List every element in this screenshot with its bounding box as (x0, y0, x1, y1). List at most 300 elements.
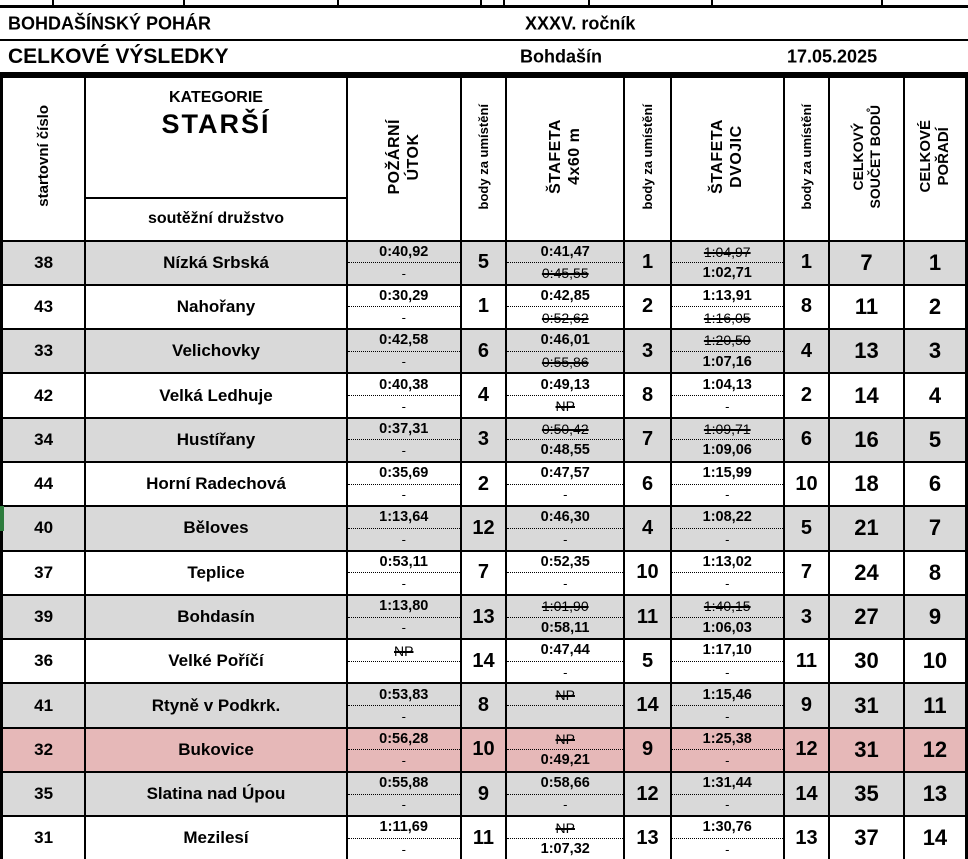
relay-cell-value-2: NP (555, 398, 575, 415)
relay-cell-value-1: 0:47,57 (540, 465, 590, 482)
fire-attack-cell-attempt-1 (348, 817, 460, 839)
pair-relay-cell-value-1: 1:25,38 (702, 730, 752, 747)
relay-cell-attempt-2 (507, 307, 623, 328)
relay-cell-attempt-1 (507, 817, 623, 839)
overall-rank-cell: 7 (904, 506, 967, 550)
relay-cell-attempt-1 (507, 330, 623, 352)
pair-relay-cell-value-1: 1:13,02 (702, 553, 752, 570)
fire-attack-cell-value-2: - (401, 620, 406, 636)
table-row (2, 506, 967, 550)
fire-attack-cell (347, 373, 461, 417)
col-header-overall-rank (904, 77, 967, 241)
relay-cell-value-2: 0:48,55 (540, 442, 590, 459)
pair-relay-points-cell: 10 (784, 462, 829, 506)
pair-relay-cell (671, 241, 784, 285)
fire-attack-cell-value-2: - (401, 841, 406, 857)
pair-relay-points-cell: 2 (784, 373, 829, 417)
pair-relay-points-cell: 6 (784, 418, 829, 462)
relay-cell-value-2: 1:07,32 (540, 840, 590, 857)
relay-cell (506, 241, 624, 285)
pair-relay-cell-attempt-1 (672, 596, 783, 618)
date-label: 17.05.2025 (787, 46, 878, 66)
pair-relay-cell-attempt-1 (672, 463, 783, 485)
fire-attack-cell-attempts (348, 330, 460, 372)
relay-cell-attempts (507, 817, 623, 859)
relay-cell-attempt-2 (507, 662, 623, 683)
fire-attack-cell-attempt-1 (348, 242, 460, 264)
pair-relay-cell-value-1: 1:31,44 (702, 775, 752, 792)
fire-attack-cell (347, 241, 461, 285)
relay-cell-attempts (507, 375, 623, 417)
team-name-cell: Velichovky (85, 329, 346, 373)
pair-relay-points-cell: 9 (784, 683, 829, 727)
fire-attack-points-cell: 10 (461, 728, 506, 772)
top-strip (0, 0, 968, 8)
pair-relay-cell-attempt-2 (672, 307, 783, 328)
pair-relay-cell-attempt-1 (672, 286, 783, 308)
col-header-points-2 (624, 77, 670, 241)
fire-attack-cell-attempt-1 (348, 375, 460, 397)
points-label-3: body za umístění (798, 103, 814, 209)
pair-relay-cell-value-1: 1:04,13 (702, 376, 752, 393)
pair-relay-cell (671, 595, 784, 639)
pair-relay-cell-attempts (672, 330, 783, 372)
col-header-category-team (85, 77, 346, 241)
team-name-cell: Horní Radechová (85, 462, 346, 506)
fire-attack-cell-attempts (348, 596, 460, 638)
relay-cell (506, 418, 624, 462)
relay-cell-attempts (507, 286, 623, 328)
table-row (2, 639, 967, 683)
pair-relay-cell-value-1: 1:04,97 (703, 243, 751, 260)
overall-rank-cell: 14 (904, 816, 967, 859)
table-row (2, 462, 967, 506)
table-row (2, 329, 967, 373)
pair-relay-label: ŠTAFETA DVOJIC (709, 118, 746, 194)
fire-attack-cell-attempt-2 (348, 396, 460, 417)
relay-cell-attempt-1 (507, 286, 623, 308)
fire-attack-cell-value-1: 0:35,69 (379, 465, 429, 482)
fire-attack-cell-attempt-2 (348, 662, 460, 683)
col-header-points-3 (784, 77, 829, 241)
fire-attack-cell-attempts (348, 773, 460, 815)
relay-cell (506, 728, 624, 772)
pair-relay-cell-attempt-1 (672, 773, 783, 795)
fire-attack-cell (347, 728, 461, 772)
fire-attack-cell (347, 683, 461, 727)
relay-cell-attempts (507, 330, 623, 372)
pair-relay-points-cell: 7 (784, 551, 829, 595)
relay-points-cell: 12 (624, 772, 670, 816)
total-points-cell: 16 (829, 418, 904, 462)
fire-attack-cell-attempt-2 (348, 573, 460, 594)
pair-relay-cell-value-2: - (725, 753, 730, 769)
relay-points-cell: 7 (624, 418, 670, 462)
pair-relay-cell-value-1: 1:13,91 (702, 287, 752, 304)
relay-cell (506, 285, 624, 329)
fire-attack-cell-attempts (348, 685, 460, 727)
edge-mark-green (0, 506, 4, 531)
start-number-cell: 43 (2, 285, 86, 329)
pair-relay-cell-attempt-1 (672, 375, 783, 397)
relay-cell-attempts (507, 242, 623, 284)
fire-attack-cell (347, 772, 461, 816)
fire-attack-points-cell: 2 (461, 462, 506, 506)
relay-cell-value-2: - (563, 531, 568, 547)
col-header-total-points (829, 77, 904, 241)
start-number-label: startovní číslo (34, 105, 52, 208)
top-strip-divider (183, 0, 185, 5)
total-points-cell: 31 (829, 728, 904, 772)
relay-cell-attempt-1 (507, 242, 623, 264)
relay-cell-value-1: NP (555, 819, 575, 836)
pair-relay-points-cell: 12 (784, 728, 829, 772)
fire-attack-cell-value-1: NP (394, 642, 414, 659)
pair-relay-cell-attempt-1 (672, 685, 783, 707)
table-row (2, 728, 967, 772)
relay-cell-value-1: 0:58,66 (540, 775, 590, 792)
total-points-cell: 14 (829, 373, 904, 417)
fire-attack-cell-attempt-1 (348, 507, 460, 529)
overall-rank-cell: 13 (904, 772, 967, 816)
relay-cell-attempt-1 (507, 596, 623, 618)
total-points-cell: 30 (829, 639, 904, 683)
fire-attack-cell-value-1: 0:53,11 (379, 553, 428, 570)
relay-cell-attempt-2 (507, 839, 623, 859)
relay-points-cell: 1 (624, 241, 670, 285)
fire-attack-cell-attempts (348, 817, 460, 859)
fire-attack-cell-attempts (348, 463, 460, 505)
fire-attack-cell-value-2: - (401, 310, 406, 326)
pair-relay-cell-value-1: 1:20,50 (703, 332, 751, 349)
table-row (2, 816, 967, 859)
fire-attack-cell-value-1: 0:40,38 (379, 376, 429, 393)
results-table (0, 75, 968, 859)
start-number-cell: 34 (2, 418, 86, 462)
pair-relay-cell-value-1: 1:30,76 (702, 819, 752, 836)
relay-cell-attempt-2 (507, 618, 623, 639)
relay-cell-attempts (507, 729, 623, 771)
relay-cell-attempt-1 (507, 640, 623, 662)
relay-cell-attempts (507, 640, 623, 682)
title-row-2 (0, 41, 968, 75)
pair-relay-cell-value-1: 1:40,15 (703, 598, 751, 615)
pair-relay-cell-value-2: - (725, 664, 730, 680)
total-points-cell: 24 (829, 551, 904, 595)
overall-rank-cell: 5 (904, 418, 967, 462)
relay-cell-attempt-1 (507, 507, 623, 529)
relay-cell-value-1: 0:50,42 (541, 421, 589, 438)
start-number-cell: 40 (2, 506, 86, 550)
pair-relay-cell-value-2: - (725, 487, 730, 503)
relay-cell (506, 551, 624, 595)
relay-cell (506, 373, 624, 417)
pair-relay-cell (671, 551, 784, 595)
fire-attack-points-cell: 11 (461, 816, 506, 859)
relay-cell (506, 772, 624, 816)
relay-points-cell: 4 (624, 506, 670, 550)
relay-cell-value-1: 0:46,30 (540, 509, 590, 526)
fire-attack-cell-value-1: 0:56,28 (379, 730, 429, 747)
col-header-start-number (2, 77, 86, 241)
relay-cell-value-2: 0:45,55 (541, 265, 589, 282)
pair-relay-cell (671, 816, 784, 859)
category-block (86, 79, 345, 199)
fire-attack-cell-value-2: - (401, 575, 406, 591)
fire-attack-cell (347, 418, 461, 462)
pair-relay-cell (671, 639, 784, 683)
relay-cell-attempt-1 (507, 419, 623, 441)
relay-cell-value-2: 0:55,86 (541, 353, 589, 370)
overall-rank-cell: 1 (904, 241, 967, 285)
title-row-1 (0, 8, 968, 41)
fire-attack-cell-attempt-2 (348, 618, 460, 639)
fire-attack-cell-attempt-2 (348, 750, 460, 771)
location-label: Bohdašín (520, 46, 603, 66)
pair-relay-cell (671, 329, 784, 373)
overall-rank-cell: 3 (904, 329, 967, 373)
start-number-cell: 33 (2, 329, 86, 373)
relay-points-cell: 14 (624, 683, 670, 727)
pair-relay-cell-value-2: - (725, 575, 730, 591)
overall-rank-cell: 6 (904, 462, 967, 506)
start-number-cell: 37 (2, 551, 86, 595)
fire-attack-cell-attempts (348, 242, 460, 284)
top-strip-divider (337, 0, 339, 5)
pair-relay-cell (671, 285, 784, 329)
relay-cell-attempt-1 (507, 463, 623, 485)
pair-relay-cell-attempt-2 (672, 750, 783, 771)
relay-points-cell: 13 (624, 816, 670, 859)
relay-cell-attempt-2 (507, 485, 623, 506)
total-points-cell: 27 (829, 595, 904, 639)
total-points-cell: 11 (829, 285, 904, 329)
fire-attack-points-cell: 5 (461, 241, 506, 285)
overall-rank-cell: 2 (904, 285, 967, 329)
pair-relay-cell (671, 506, 784, 550)
fire-attack-cell-attempt-2 (348, 263, 460, 284)
relay-cell-value-1: 0:46,01 (540, 332, 590, 349)
results-title: CELKOVÉ VÝSLEDKY (8, 44, 229, 68)
fire-attack-cell-attempts (348, 375, 460, 417)
start-number-cell: 32 (2, 728, 86, 772)
pair-relay-cell-attempts (672, 286, 783, 328)
total-points-label: CELKOVÝ SOUČET BODŮ (849, 104, 883, 208)
relay-cell-value-1: 0:41,47 (540, 243, 590, 260)
start-number-cell: 31 (2, 816, 86, 859)
pair-relay-cell-attempt-2 (672, 440, 783, 461)
relay-cell-attempts (507, 507, 623, 549)
fire-attack-label: POŽÁRNÍ ÚTOK (385, 118, 422, 194)
relay-cell-value-2: 0:49,21 (540, 752, 590, 769)
pair-relay-cell-value-1: 1:15,46 (702, 686, 752, 703)
pair-relay-cell-value-1: 1:15,99 (702, 465, 752, 482)
fire-attack-cell-value-1: 1:13,80 (379, 598, 429, 615)
relay-cell-value-2: - (563, 575, 568, 591)
pair-relay-cell (671, 373, 784, 417)
relay-points-cell: 5 (624, 639, 670, 683)
pair-relay-cell-attempts (672, 419, 783, 461)
relay-cell-value-1: 0:47,44 (540, 642, 590, 659)
pair-relay-cell-value-2: 1:02,71 (702, 265, 752, 282)
fire-attack-cell-attempt-1 (348, 640, 460, 662)
pair-relay-cell-attempt-1 (672, 242, 783, 264)
fire-attack-cell-attempts (348, 552, 460, 594)
pair-relay-cell-attempts (672, 773, 783, 815)
relay-cell-attempt-1 (507, 685, 623, 707)
fire-attack-cell-attempt-2 (348, 307, 460, 328)
pair-relay-cell-attempt-1 (672, 419, 783, 441)
table-row (2, 551, 967, 595)
team-name-cell: Rtyně v Podkrk. (85, 683, 346, 727)
total-points-cell: 21 (829, 506, 904, 550)
fire-attack-cell (347, 639, 461, 683)
overall-rank-cell: 4 (904, 373, 967, 417)
fire-attack-cell-value-2: - (401, 708, 406, 724)
fire-attack-cell (347, 462, 461, 506)
pair-relay-cell-attempts (672, 685, 783, 727)
relay-cell-attempt-1 (507, 375, 623, 397)
fire-attack-cell (347, 551, 461, 595)
team-name-cell: Velká Ledhuje (85, 373, 346, 417)
edition-label: XXXV. ročník (525, 13, 636, 33)
relay-cell-value-2: - (563, 664, 568, 680)
pair-relay-cell-attempt-2 (672, 573, 783, 594)
top-strip-divider (480, 0, 482, 5)
start-number-cell: 36 (2, 639, 86, 683)
relay-cell-value-1: 0:52,35 (540, 553, 590, 570)
pair-relay-points-cell: 13 (784, 816, 829, 859)
table-row (2, 241, 967, 285)
pair-relay-cell-attempt-2 (672, 706, 783, 727)
relay-cell-value-1: NP (555, 686, 575, 703)
total-points-cell: 13 (829, 329, 904, 373)
pair-relay-points-cell: 3 (784, 595, 829, 639)
relay-cell-attempt-2 (507, 750, 623, 771)
relay-points-cell: 9 (624, 728, 670, 772)
relay-points-cell: 8 (624, 373, 670, 417)
fire-attack-cell-value-2: - (401, 398, 406, 414)
overall-rank-cell: 11 (904, 683, 967, 727)
team-name-cell: Bohdasín (85, 595, 346, 639)
column-header-row (2, 77, 967, 241)
fire-attack-cell-value-2: - (401, 531, 406, 547)
relay-points-cell: 2 (624, 285, 670, 329)
top-strip-divider (881, 0, 883, 5)
relay-cell-value-2: 0:52,62 (541, 309, 589, 326)
pair-relay-cell-value-2: - (725, 841, 730, 857)
team-column-label: soutěžní družstvo (147, 209, 284, 227)
relay-points-cell: 10 (624, 551, 670, 595)
team-name-cell: Bukovice (85, 728, 346, 772)
pair-relay-cell-attempts (672, 375, 783, 417)
fire-attack-points-cell: 8 (461, 683, 506, 727)
start-number-cell: 41 (2, 683, 86, 727)
pair-relay-points-cell: 5 (784, 506, 829, 550)
category-label: KATEGORIE (169, 89, 263, 107)
fire-attack-points-cell: 1 (461, 285, 506, 329)
overall-rank-label: CELKOVÉ POŘADÍ (916, 119, 952, 193)
team-name-cell: Velké Poříčí (85, 639, 346, 683)
top-strip-divider (711, 0, 713, 5)
pair-relay-cell-attempt-1 (672, 817, 783, 839)
fire-attack-points-cell: 12 (461, 506, 506, 550)
relay-cell (506, 683, 624, 727)
fire-attack-cell-attempt-1 (348, 286, 460, 308)
relay-cell-value-1: NP (555, 731, 575, 748)
fire-attack-cell-value-1: 1:11,69 (379, 819, 428, 836)
fire-attack-cell (347, 816, 461, 859)
fire-attack-cell (347, 329, 461, 373)
relay-cell-attempt-1 (507, 773, 623, 795)
fire-attack-cell-value-1: 0:40,92 (379, 243, 429, 260)
pair-relay-cell-value-1: 1:09,71 (703, 421, 751, 438)
pair-relay-cell-attempts (672, 640, 783, 682)
relay-cell-attempt-2 (507, 440, 623, 461)
pair-relay-cell-attempts (672, 507, 783, 549)
top-strip-divider (588, 0, 590, 5)
table-row (2, 772, 967, 816)
relay-cell-attempt-1 (507, 552, 623, 574)
fire-attack-cell-attempt-1 (348, 596, 460, 618)
relay-cell-attempt-2 (507, 529, 623, 550)
total-points-cell: 31 (829, 683, 904, 727)
fire-attack-cell-attempt-1 (348, 419, 460, 441)
team-name-cell: Teplice (85, 551, 346, 595)
pair-relay-points-cell: 8 (784, 285, 829, 329)
relay-cell-attempt-2 (507, 352, 623, 373)
col-header-points-1 (461, 77, 506, 241)
fire-attack-points-cell: 3 (461, 418, 506, 462)
fire-attack-cell-attempt-2 (348, 440, 460, 461)
fire-attack-cell-attempts (348, 640, 460, 682)
pair-relay-cell-attempt-2 (672, 396, 783, 417)
team-name-cell: Hustířany (85, 418, 346, 462)
fire-attack-cell-attempt-2 (348, 529, 460, 550)
pair-relay-cell-attempt-2 (672, 795, 783, 816)
pair-relay-cell-value-1: 1:08,22 (702, 509, 752, 526)
start-number-cell: 39 (2, 595, 86, 639)
pair-relay-cell (671, 462, 784, 506)
pair-relay-cell-attempt-2 (672, 618, 783, 639)
fire-attack-points-cell: 13 (461, 595, 506, 639)
fire-attack-cell-value-1: 0:37,31 (379, 420, 429, 437)
total-points-cell: 18 (829, 462, 904, 506)
pair-relay-cell (671, 772, 784, 816)
table-row (2, 373, 967, 417)
relay-cell-value-2: - (563, 797, 568, 813)
pair-relay-cell-attempt-2 (672, 662, 783, 683)
start-number-cell: 35 (2, 772, 86, 816)
pair-relay-cell-attempts (672, 729, 783, 771)
fire-attack-cell-attempt-2 (348, 795, 460, 816)
relay-cell-attempt-2 (507, 795, 623, 816)
pair-relay-cell-attempt-2 (672, 485, 783, 506)
fire-attack-cell-attempts (348, 729, 460, 771)
relay-cell-attempts (507, 685, 623, 727)
table-row (2, 418, 967, 462)
relay-points-cell: 6 (624, 462, 670, 506)
pair-relay-cell-value-2: - (725, 398, 730, 414)
fire-attack-cell-value-2: - (401, 753, 406, 769)
fire-attack-cell-attempt-1 (348, 729, 460, 751)
pair-relay-cell-value-2: 1:06,03 (702, 619, 752, 636)
fire-attack-cell-value-1: 0:53,83 (379, 686, 429, 703)
fire-attack-cell-attempts (348, 286, 460, 328)
overall-rank-cell: 10 (904, 639, 967, 683)
relay-cell-attempt-2 (507, 263, 623, 284)
fire-attack-cell-attempt-2 (348, 706, 460, 727)
